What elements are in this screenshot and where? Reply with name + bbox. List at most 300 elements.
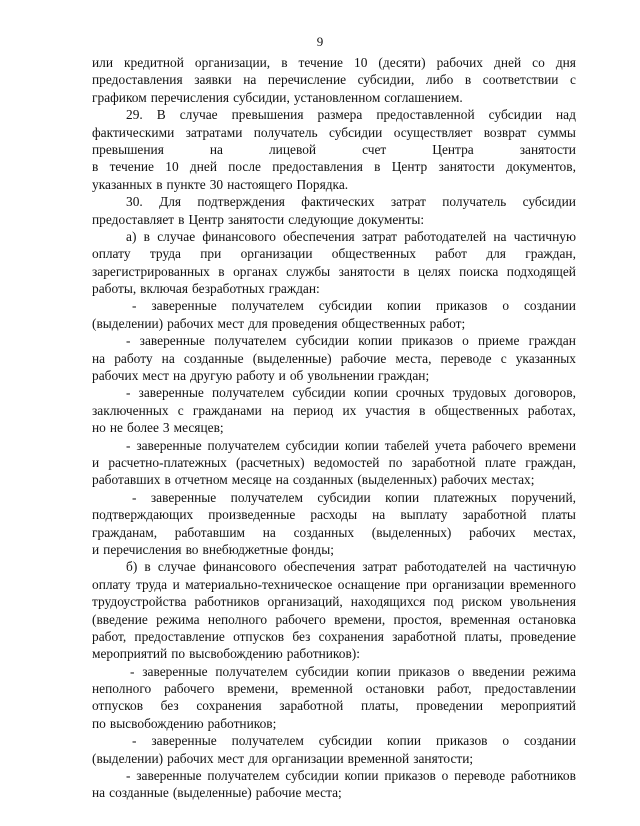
word: приеме: [478, 333, 520, 349]
word: о: [502, 298, 510, 314]
word: предоставляет: [92, 211, 175, 227]
word: фонды;: [291, 541, 334, 557]
word: времени,: [227, 681, 279, 697]
word: затрат: [362, 559, 398, 575]
word: предоставления: [92, 72, 183, 88]
word: мероприятий: [92, 646, 168, 662]
word: заверенные: [136, 437, 202, 453]
text-line: [92, 437, 576, 454]
word: увольнении: [307, 368, 375, 384]
text-line: [92, 211, 576, 228]
word: на: [372, 507, 386, 523]
text-line: [92, 628, 576, 645]
word: (выделенных): [357, 472, 437, 488]
word: суммы: [537, 124, 576, 140]
word: граждан:: [268, 281, 320, 297]
word: указанных: [515, 350, 576, 366]
word: месяце: [231, 472, 272, 488]
text-line: [92, 245, 576, 262]
word: 3: [162, 420, 170, 436]
word: субсидии: [329, 124, 383, 140]
word: работах,: [527, 402, 576, 418]
word: в: [92, 159, 99, 175]
word: субсидии: [522, 194, 576, 210]
word: приказов: [384, 768, 436, 784]
word: счет: [362, 141, 387, 157]
word: субсидии: [292, 385, 346, 401]
word: введении: [472, 663, 525, 679]
text-line: [92, 71, 576, 88]
word: общественных: [341, 315, 426, 331]
word: расходы: [310, 507, 358, 523]
word: оплату: [92, 246, 131, 262]
word: затрат: [361, 228, 397, 244]
word: работавших: [92, 472, 161, 488]
word: в: [464, 72, 472, 88]
word: -: [132, 298, 137, 314]
word: заверенные: [138, 385, 204, 401]
word: 29.: [126, 107, 143, 123]
word: на: [161, 350, 175, 366]
word: мест: [217, 315, 245, 331]
word: приказов: [435, 298, 488, 314]
word: мест: [142, 368, 169, 384]
word: неполного: [92, 681, 152, 697]
word: рабочие: [340, 350, 387, 366]
word: над: [556, 107, 576, 123]
word: соглашением.: [384, 89, 463, 105]
word: заверенные: [142, 663, 208, 679]
word: поручений,: [511, 489, 576, 505]
word: организации: [432, 576, 505, 592]
word: в: [144, 559, 151, 575]
word: работодателей: [404, 559, 487, 575]
word: места;: [305, 785, 342, 801]
word: расчетно-платежных: [108, 454, 227, 470]
word: увольнения: [510, 594, 576, 610]
word: рабочих: [167, 315, 214, 331]
text-line: [92, 454, 576, 471]
text-line: [92, 297, 576, 314]
word: занятости;: [413, 750, 474, 766]
text-line: [92, 176, 576, 193]
word: по: [92, 715, 106, 731]
word: сохранения: [196, 698, 262, 714]
word: поиска: [459, 263, 499, 279]
word: со: [532, 55, 545, 70]
word: 30: [209, 176, 224, 192]
text-line: [92, 384, 576, 401]
word: мероприятий: [500, 698, 576, 714]
word: подтверждающих: [92, 507, 194, 523]
word: внебюджетные: [202, 541, 288, 557]
word: местах,: [533, 524, 576, 540]
word: копии: [353, 385, 388, 401]
word: получателем: [207, 437, 280, 453]
word: более: [127, 420, 159, 436]
word: субсидии: [488, 107, 543, 123]
word: фактическими: [92, 124, 175, 140]
word: проведении: [416, 698, 484, 714]
word: документы:: [357, 211, 425, 227]
word: создании: [523, 298, 576, 314]
word: произведенные: [208, 507, 296, 523]
word: местах;: [491, 472, 535, 488]
word: места,: [395, 350, 432, 366]
text-line: [92, 280, 576, 297]
word: в: [178, 211, 185, 227]
word: на: [275, 472, 289, 488]
word: -: [130, 663, 135, 679]
word: граждан: [528, 333, 576, 349]
word: риском: [461, 594, 503, 610]
text-line: [92, 367, 576, 384]
word: общественных: [434, 402, 519, 418]
word: времени,: [334, 611, 386, 627]
word: материально-техническое: [185, 576, 333, 592]
word: размера: [317, 107, 363, 123]
word: срочных: [395, 385, 445, 401]
word: дня: [555, 55, 576, 70]
text-line: [92, 124, 576, 141]
word: получателем: [214, 333, 287, 349]
word: копии: [344, 437, 379, 453]
word: затрат: [390, 194, 426, 210]
word: организаций,: [267, 594, 343, 610]
word: или: [92, 55, 114, 70]
word: в: [419, 402, 426, 418]
word: труда: [149, 246, 181, 262]
word: -: [126, 385, 131, 401]
word: в: [374, 159, 381, 175]
word: заработной: [411, 454, 476, 470]
word: простоя,: [393, 611, 443, 627]
word: (десяти): [378, 55, 426, 70]
text-line: [92, 506, 576, 523]
text-line: [92, 767, 576, 784]
word: находящихся: [350, 594, 426, 610]
word: заработной: [392, 628, 457, 644]
word: создании: [523, 733, 576, 749]
word: ведомостей: [313, 454, 380, 470]
word: сохранения: [318, 628, 384, 644]
word: неполного: [207, 611, 268, 627]
text-line: [92, 315, 576, 332]
word: граждан;: [378, 368, 430, 384]
word: и: [92, 541, 100, 557]
text-line: [92, 471, 576, 488]
word: организации: [271, 750, 344, 766]
word: выплату: [400, 507, 448, 523]
word: рабочих: [469, 524, 516, 540]
word: -: [126, 333, 131, 349]
word: граждан,: [525, 246, 576, 262]
word: (введение: [92, 611, 148, 627]
word: частичную: [513, 228, 576, 244]
word: (выделении): [92, 315, 164, 331]
word: дней: [494, 55, 522, 70]
word: заработной: [279, 698, 344, 714]
word: Центра: [432, 141, 474, 157]
word: рабочего: [472, 437, 523, 453]
word: в: [218, 263, 225, 279]
word: созданные: [183, 350, 244, 366]
word: работодателей: [404, 228, 487, 244]
word: табелей: [384, 437, 430, 453]
word: заверенные: [139, 333, 205, 349]
word: занятости: [338, 263, 395, 279]
word: следующие: [288, 211, 354, 227]
word: получателем: [231, 298, 304, 314]
word: плате: [484, 454, 517, 470]
word: В: [156, 107, 166, 123]
word: получателем: [215, 663, 288, 679]
word: остановка: [518, 611, 576, 627]
word: субсидии: [317, 489, 371, 505]
word: работников):: [286, 646, 360, 662]
word: указанных: [92, 176, 153, 192]
word: труда: [135, 576, 168, 592]
word: на: [172, 368, 187, 384]
word: случае: [157, 228, 196, 244]
word: организации: [240, 246, 313, 262]
word: другую: [190, 368, 233, 384]
word: занятости: [438, 159, 495, 175]
word: высвобождению: [189, 646, 283, 662]
text-line: [92, 489, 576, 506]
text-line: [92, 332, 576, 349]
text-line: [92, 228, 576, 245]
word: затратами: [185, 124, 243, 140]
word: субсидии,: [357, 72, 415, 88]
word: оснащение: [337, 576, 401, 592]
text-line: [92, 158, 576, 175]
word: превышения: [92, 141, 164, 157]
word: гражданами: [192, 402, 262, 418]
word: трудоустройства: [92, 594, 187, 610]
word: созданные: [109, 785, 169, 801]
word: времени: [528, 437, 576, 453]
word: а): [126, 228, 137, 244]
word: течение: [298, 55, 343, 70]
word: финансового: [202, 228, 276, 244]
word: копии: [356, 663, 391, 679]
text-line: [92, 611, 576, 628]
word: дней: [189, 159, 217, 175]
word: с: [570, 72, 576, 88]
word: 10: [354, 55, 368, 70]
word: временной: [291, 681, 353, 697]
word: по: [388, 454, 403, 470]
word: на: [262, 524, 276, 540]
word: субсидии: [285, 768, 339, 784]
word: настоящего: [227, 176, 293, 192]
word: зарегистрированных: [92, 263, 210, 279]
word: заверенные: [136, 768, 202, 784]
word: -: [126, 437, 131, 453]
word: субсидии: [318, 733, 373, 749]
page-number: 9: [316, 34, 324, 49]
word: подтверждения: [197, 194, 285, 210]
word: заключенных: [92, 402, 169, 418]
word: без: [160, 698, 179, 714]
word: на: [493, 559, 507, 575]
word: графиком: [92, 89, 147, 105]
word: лицевой: [269, 141, 317, 157]
word: период: [293, 402, 334, 418]
word: целях: [418, 263, 451, 279]
word: и: [172, 576, 180, 592]
word: включая: [140, 281, 189, 297]
word: (выделенные): [172, 785, 252, 801]
word: Порядка.: [296, 176, 349, 192]
word: о: [462, 333, 469, 349]
word: получателем: [207, 768, 280, 784]
word: переводе: [440, 350, 492, 366]
word: -: [132, 489, 137, 505]
word: во: [185, 541, 199, 557]
word: перечисления: [103, 541, 182, 557]
text-line: [92, 576, 576, 593]
word: -: [126, 768, 131, 784]
text-line: [92, 715, 576, 732]
word: Центр: [391, 159, 428, 175]
word: созданных: [293, 524, 355, 540]
word: отчетном: [174, 472, 228, 488]
text-line: [92, 89, 576, 106]
word: для: [486, 246, 506, 262]
word: для: [248, 750, 268, 766]
word: на: [92, 785, 106, 801]
text-line: [92, 350, 576, 367]
word: рабочего: [275, 611, 326, 627]
word: рабочего: [164, 681, 215, 697]
word: для: [248, 315, 268, 331]
word: после: [228, 159, 261, 175]
word: (выделении): [92, 750, 164, 766]
word: временной: [347, 750, 410, 766]
word: осуществляет: [393, 124, 473, 140]
word: платежных: [433, 489, 497, 505]
word: превышения: [231, 107, 304, 123]
word: Центр: [188, 211, 224, 227]
word: перечисления: [150, 89, 230, 105]
word: но: [92, 420, 106, 436]
word: предоставления: [272, 159, 363, 175]
text-line: [92, 593, 576, 610]
word: приказов: [398, 663, 450, 679]
word: (выделенных): [371, 524, 452, 540]
word: рабочих: [440, 472, 488, 488]
word: режима: [156, 611, 200, 627]
word: работу: [114, 350, 153, 366]
text-line: [92, 263, 576, 280]
word: о: [502, 733, 510, 749]
word: заверенные: [151, 733, 217, 749]
word: службы: [286, 263, 331, 279]
word: учета: [434, 437, 467, 453]
word: заработной: [462, 507, 527, 523]
word: с: [177, 402, 184, 418]
word: рабочих: [92, 368, 139, 384]
word: копии: [387, 298, 422, 314]
word: о: [441, 768, 449, 784]
text-line: [92, 784, 576, 801]
word: предоставление: [134, 628, 225, 644]
word: в: [156, 176, 163, 192]
word: на: [493, 228, 507, 244]
word: работ: [435, 246, 468, 262]
word: копии: [385, 489, 420, 505]
word: обеспечения: [283, 228, 355, 244]
text-line: [92, 680, 576, 697]
word: месяцев;: [173, 420, 224, 436]
word: о: [457, 663, 465, 679]
text-line: [92, 193, 576, 210]
word: не: [109, 420, 123, 436]
word: случае: [157, 559, 196, 575]
word: получателем: [211, 385, 285, 401]
text-line: [92, 697, 576, 714]
word: заявки: [194, 72, 232, 88]
text-line: [92, 141, 576, 158]
word: работавшим: [174, 524, 245, 540]
word: заверенные: [151, 298, 217, 314]
word: копии: [387, 733, 422, 749]
word: отпусков: [233, 628, 285, 644]
word: копии: [344, 768, 379, 784]
word: временного: [509, 576, 576, 592]
word: гражданам,: [92, 524, 158, 540]
word: соответствии: [482, 72, 559, 88]
word: работ,: [437, 681, 472, 697]
word: получатель: [253, 124, 318, 140]
word: получателем: [231, 733, 304, 749]
word: фактических: [301, 194, 375, 210]
word: мест: [217, 750, 245, 766]
word: установленном: [293, 89, 381, 105]
word: платы,: [464, 628, 503, 644]
word: отпусков: [92, 698, 144, 714]
word: работников: [510, 768, 576, 784]
word: режима: [532, 663, 576, 679]
word: на: [243, 72, 257, 88]
word: копии: [358, 333, 393, 349]
word: предоставлении: [484, 681, 576, 697]
word: в: [143, 228, 150, 244]
word: Для: [159, 194, 182, 210]
text-line: [92, 645, 576, 662]
word: созданных: [292, 472, 354, 488]
word: и: [92, 454, 100, 470]
word: финансового: [202, 559, 277, 575]
word: пункте: [166, 176, 206, 192]
word: б): [126, 559, 138, 575]
word: временная: [450, 611, 511, 627]
word: заверенные: [150, 489, 217, 505]
word: работ,: [92, 628, 127, 644]
word: приказов: [401, 333, 453, 349]
text-line: [92, 732, 576, 749]
text-line: [92, 106, 576, 123]
word: 30.: [126, 194, 143, 210]
word: работников: [194, 594, 260, 610]
word: общественных: [331, 246, 416, 262]
word: обеспечения: [283, 559, 356, 575]
word: (расчетных): [236, 454, 305, 470]
word: безработных: [192, 281, 265, 297]
document-body: [92, 54, 576, 802]
